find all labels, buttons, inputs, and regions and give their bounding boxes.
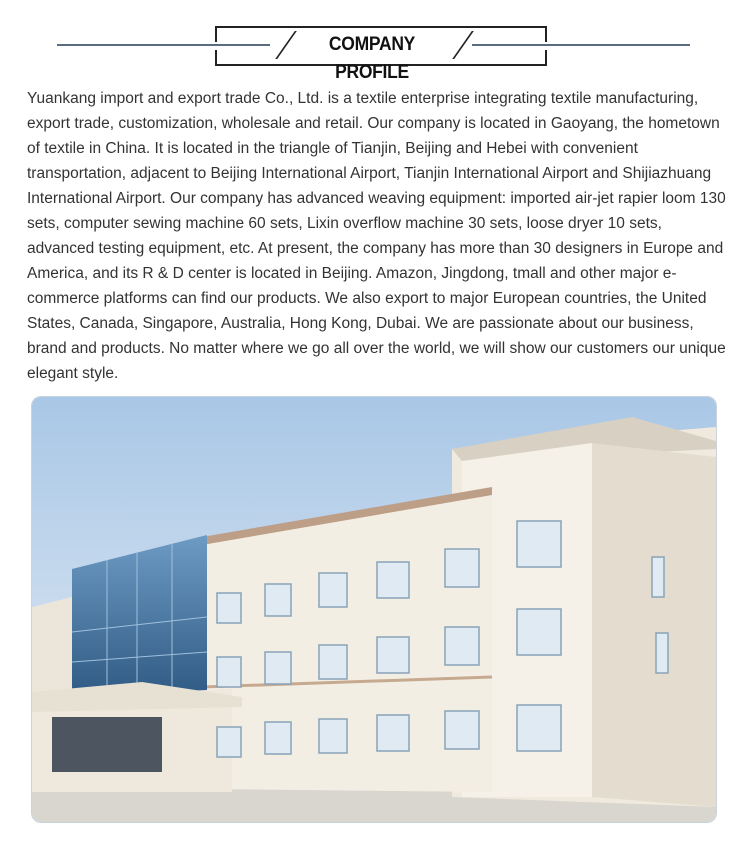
header-rule-left [57,44,270,46]
page-title: COMPANY PROFILE [328,34,416,83]
header-corner-top-right [537,26,547,42]
tower-side-face [592,443,716,807]
header-corner-bottom-right [537,50,547,66]
header-frame-top [215,26,545,28]
factory-illustration [32,397,716,822]
section-header [0,0,750,83]
factory-building-photo [31,396,717,823]
header-rule-right [472,44,690,46]
header-corner-top-left [215,26,225,42]
header-corner-bottom-left [215,50,225,66]
lobby-glass-door [52,717,162,772]
header-slash-left [275,31,297,59]
header-slash-right [452,31,474,59]
company-intro-paragraph: Yuankang import and export trade Co., Ltd. is a textile enterprise integrating textile manufacturing, export trade, customization, wholesale and retail. Our company is located in Gaoyang, the hometown of textile in China. It is located in the triangle of Tianjin, Beijing and Hebei with convenient transportation, adjacent to Beijing International Airport, Tianjin International Airport and Shijiazhuang International Airport. Our company has advanced weaving equipment: imported air-jet rapier loom 130 sets, computer sewing machine 60 sets, Lixin overflow machine 30 sets, loose dryer 10 sets, advanced testing equipment, etc. At present, the company has more than 30 designers in Europe and America, and its R & D center is located in Beijing. Amazon, Jingdong, tmall and other major e-commerce platforms can find our products. We also export to major European countries, the United States, Canada, Singapore, Australia, Hong Kong, Dubai. We are passionate about our business, brand and products. No matter where we go all over the world, we will show our customers our unique elegant style. [27,90,726,382]
